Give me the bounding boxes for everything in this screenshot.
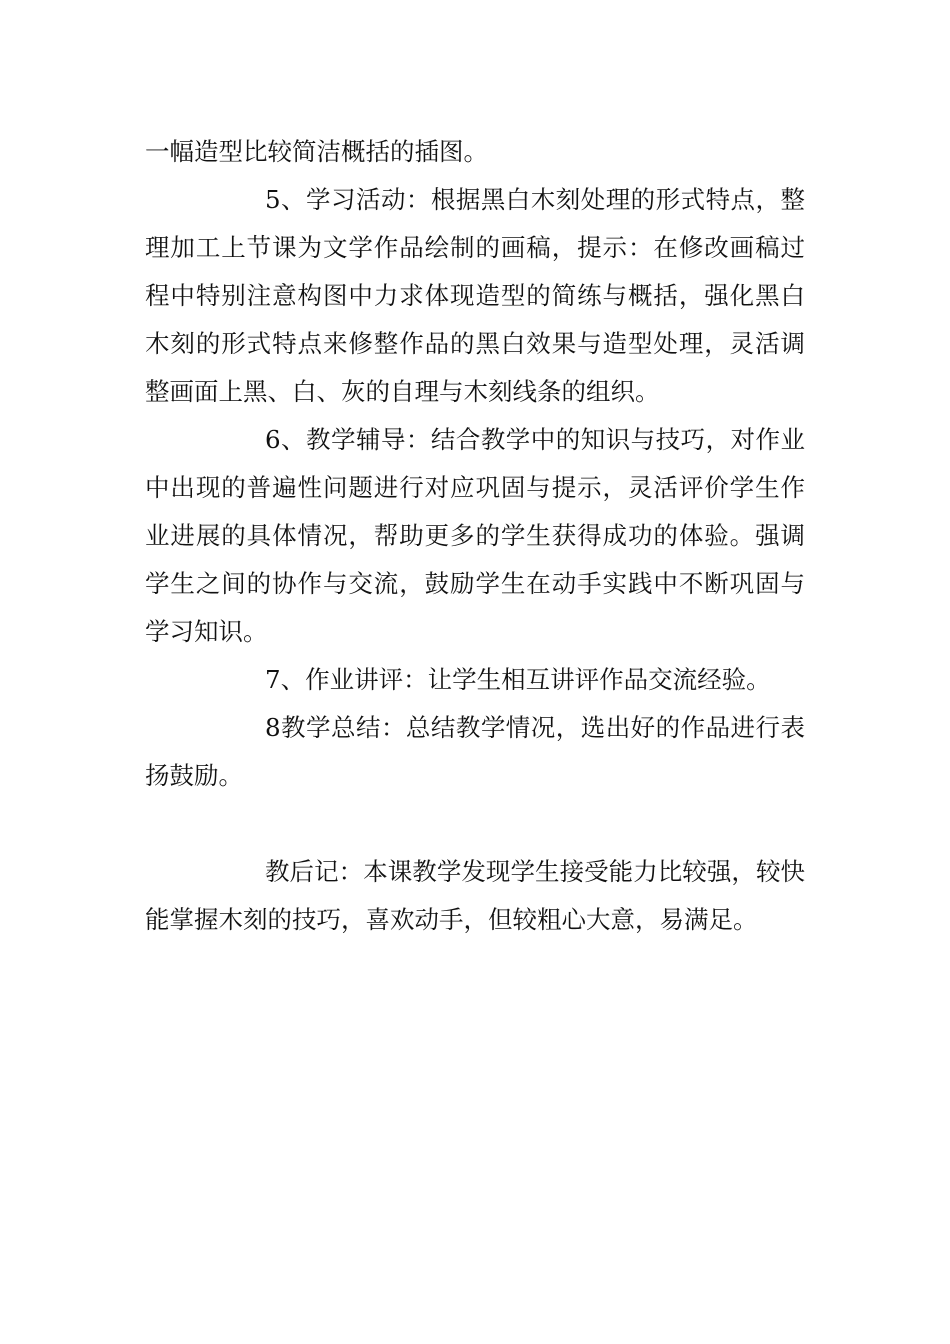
document-body (145, 128, 805, 944)
paragraph-learning-activity: 5、学习活动：根据黑白木刻处理的形式特点，整理加工上节课为文学作品绘制的画稿，提示：在修改画稿过程中特别注意构图中力求体现造型的简练与概括，强化黑白木刻的形式特点来修整作品的黑白效果与造型处理，灵活调整画面上黑、白、灰的自理与木刻线条的组织。 (145, 185, 805, 406)
paragraph-homework-review: 7、作业讲评：让学生相互讲评作品交流经验。 (265, 665, 771, 694)
paragraph-teaching-summary: 8教学总结：总结教学情况，选出好的作品进行表扬鼓励。 (145, 713, 805, 790)
paragraph-teaching-guidance: 6、教学辅导：结合教学中的知识与技巧，对作业中出现的普遍性问题进行对应巩固与提示，灵活评价学生作业进展的具体情况，帮助更多的学生获得成功的体验。强调学生之间的协作与交流，鼓励学生在动手实践中不断巩固与学习知识。 (145, 425, 805, 646)
paragraph-continuation: 一幅造型比较简洁概括的插图。 (145, 137, 488, 166)
paragraph-post-lesson-notes: 教后记：本课教学发现学生接受能力比较强，较快能掌握木刻的技巧，喜欢动手，但较粗心大意，易满足。 (145, 857, 805, 934)
paragraph-spacer (145, 800, 805, 848)
